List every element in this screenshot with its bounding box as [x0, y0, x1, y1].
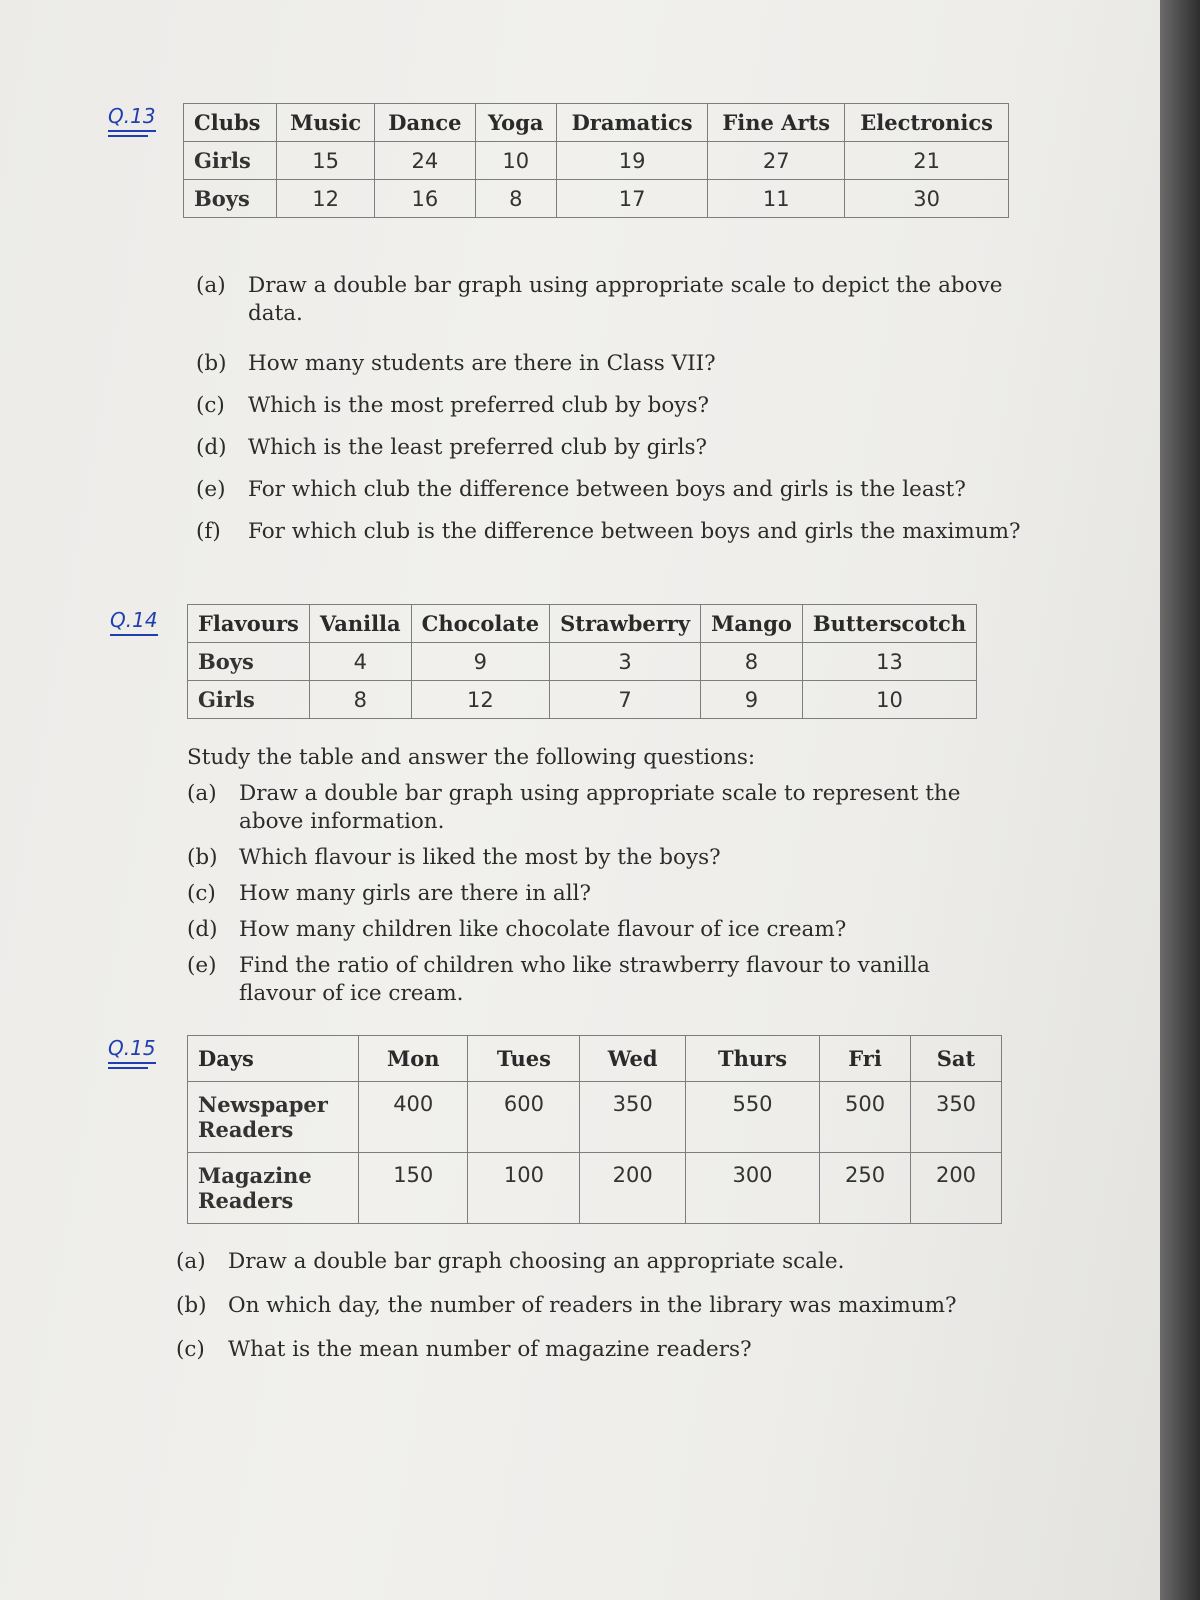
q13-clubs-table [183, 103, 1009, 218]
question-item [196, 434, 1026, 462]
table-cell: 13 [802, 643, 976, 681]
question-item [176, 1248, 1036, 1276]
table-cell: 21 [845, 142, 1009, 180]
q14-flavours-table [187, 604, 977, 719]
header-cell: Strawberry [550, 605, 701, 643]
table-cell: 9 [701, 681, 803, 719]
question-text: On which day, the number of readers in the library was maximum? [228, 1292, 957, 1318]
question-letter: (a) [187, 781, 217, 806]
table-cell: 30 [845, 180, 1009, 218]
table-cell: 8 [701, 643, 803, 681]
question-letter: (e) [196, 476, 226, 502]
table-cell: 12 [411, 681, 549, 719]
table-row [188, 1082, 1002, 1153]
table-cell: 300 [685, 1153, 819, 1224]
question-item [196, 350, 1026, 378]
q15-handwritten-mark [108, 1036, 156, 1069]
question-item [196, 476, 1026, 504]
table-row [188, 1153, 1002, 1224]
question-text: Which is the least preferred club by girls? [248, 434, 708, 460]
row-label: Magazine Readers [188, 1153, 359, 1224]
q13-header-row [184, 104, 1009, 142]
row-label: Girls [184, 142, 277, 180]
table-cell: 15 [277, 142, 375, 180]
table-row [184, 180, 1009, 218]
header-cell: Fri [820, 1036, 911, 1082]
table-cell: 24 [375, 142, 475, 180]
header-cell: Electronics [845, 104, 1009, 142]
row-label: Girls [188, 681, 310, 719]
q14-mark-text: Q.14 [110, 608, 158, 632]
row-label: Boys [184, 180, 277, 218]
question-letter: (b) [187, 844, 218, 870]
header-cell: Mon [359, 1036, 468, 1082]
question-letter: (c) [187, 880, 216, 906]
question-item [187, 844, 987, 872]
table-cell: 100 [468, 1153, 580, 1224]
table-cell: 27 [708, 142, 845, 180]
table-cell: 17 [556, 180, 707, 218]
header-cell: Sat [911, 1036, 1002, 1082]
question-text: Find the ratio of children who like strawberry flavour to vanilla flavour of ice cream. [239, 952, 930, 1006]
header-cell: Dramatics [556, 104, 707, 142]
table-cell: 350 [911, 1082, 1002, 1153]
question-letter: (c) [176, 1336, 205, 1362]
question-letter: (e) [187, 952, 217, 978]
header-cell: Clubs [184, 104, 277, 142]
question-text: Draw a double bar graph choosing an appropriate scale. [228, 1249, 845, 1274]
question-text: Which is the most preferred club by boys? [248, 392, 710, 418]
question-letter: (a) [196, 273, 226, 298]
question-item [196, 518, 1026, 546]
question-item [187, 916, 987, 944]
question-item [196, 272, 1026, 328]
q15-header-row [188, 1036, 1002, 1082]
table-cell: 500 [820, 1082, 911, 1153]
table-cell: 8 [309, 681, 411, 719]
question-text: For which club is the difference between boys and girls the maximum? [248, 518, 1021, 544]
q14-header-row [188, 605, 977, 643]
table-cell: 400 [359, 1082, 468, 1153]
header-cell: Mango [701, 605, 803, 643]
table-cell: 200 [580, 1153, 686, 1224]
q13-questions [196, 272, 1026, 560]
table-cell: 19 [556, 142, 707, 180]
question-text: Draw a double bar graph using appropriate scale to depict the above data. [248, 273, 1003, 326]
table-row [184, 142, 1009, 180]
table-cell: 4 [309, 643, 411, 681]
table-cell: 550 [685, 1082, 819, 1153]
table-cell: 150 [359, 1153, 468, 1224]
question-letter: (d) [196, 434, 227, 460]
table-cell: 7 [550, 681, 701, 719]
header-cell: Dance [375, 104, 475, 142]
table-cell: 350 [580, 1082, 686, 1153]
table-cell: 600 [468, 1082, 580, 1153]
table-cell: 8 [475, 180, 556, 218]
question-item [196, 392, 1026, 420]
question-text: How many children like chocolate flavour of ice cream? [239, 916, 847, 942]
table-row [188, 643, 977, 681]
q14-handwritten-mark [110, 608, 158, 636]
q13-handwritten-mark [108, 104, 156, 137]
q14-intro: Study the table and answer the following questions: [187, 745, 756, 770]
question-letter: (c) [196, 392, 225, 418]
q14-questions [187, 780, 987, 1016]
header-cell: Yoga [475, 104, 556, 142]
q13-mark-text: Q.13 [108, 104, 156, 128]
table-cell: 11 [708, 180, 845, 218]
table-cell: 9 [411, 643, 549, 681]
question-item [176, 1292, 1036, 1320]
table-cell: 10 [802, 681, 976, 719]
question-item [187, 880, 987, 908]
header-cell: Vanilla [309, 605, 411, 643]
question-text: What is the mean number of magazine readers? [228, 1336, 752, 1362]
question-item [187, 780, 987, 836]
header-cell: Music [277, 104, 375, 142]
header-cell: Fine Arts [708, 104, 845, 142]
question-letter: (b) [176, 1292, 207, 1318]
question-letter: (a) [176, 1249, 206, 1274]
question-text: Draw a double bar graph using appropriate scale to represent the above information. [239, 781, 961, 834]
q15-questions [176, 1248, 1036, 1380]
header-cell: Wed [580, 1036, 686, 1082]
question-text: Which flavour is liked the most by the boys? [239, 844, 721, 870]
table-row [188, 681, 977, 719]
question-text: For which club the difference between boys and girls is the least? [248, 476, 966, 502]
q15-readers-table [187, 1035, 1002, 1224]
header-cell: Thurs [685, 1036, 819, 1082]
question-text: How many students are there in Class VII? [248, 350, 716, 376]
table-cell: 12 [277, 180, 375, 218]
table-cell: 10 [475, 142, 556, 180]
question-letter: (d) [187, 916, 218, 942]
table-cell: 3 [550, 643, 701, 681]
header-cell: Tues [468, 1036, 580, 1082]
header-cell: Butterscotch [802, 605, 976, 643]
question-letter: (f) [196, 518, 221, 544]
question-item [176, 1336, 1036, 1364]
table-cell: 250 [820, 1153, 911, 1224]
row-label: Boys [188, 643, 310, 681]
question-item [187, 952, 987, 1008]
row-label: Newspaper Readers [188, 1082, 359, 1153]
header-cell: Chocolate [411, 605, 549, 643]
table-cell: 16 [375, 180, 475, 218]
table-cell: 200 [911, 1153, 1002, 1224]
question-letter: (b) [196, 350, 227, 376]
question-text: How many girls are there in all? [239, 880, 591, 906]
header-cell: Days [188, 1036, 359, 1082]
page-edge-shadow [1160, 0, 1200, 1600]
header-cell: Flavours [188, 605, 310, 643]
q15-mark-text: Q.15 [108, 1036, 156, 1060]
